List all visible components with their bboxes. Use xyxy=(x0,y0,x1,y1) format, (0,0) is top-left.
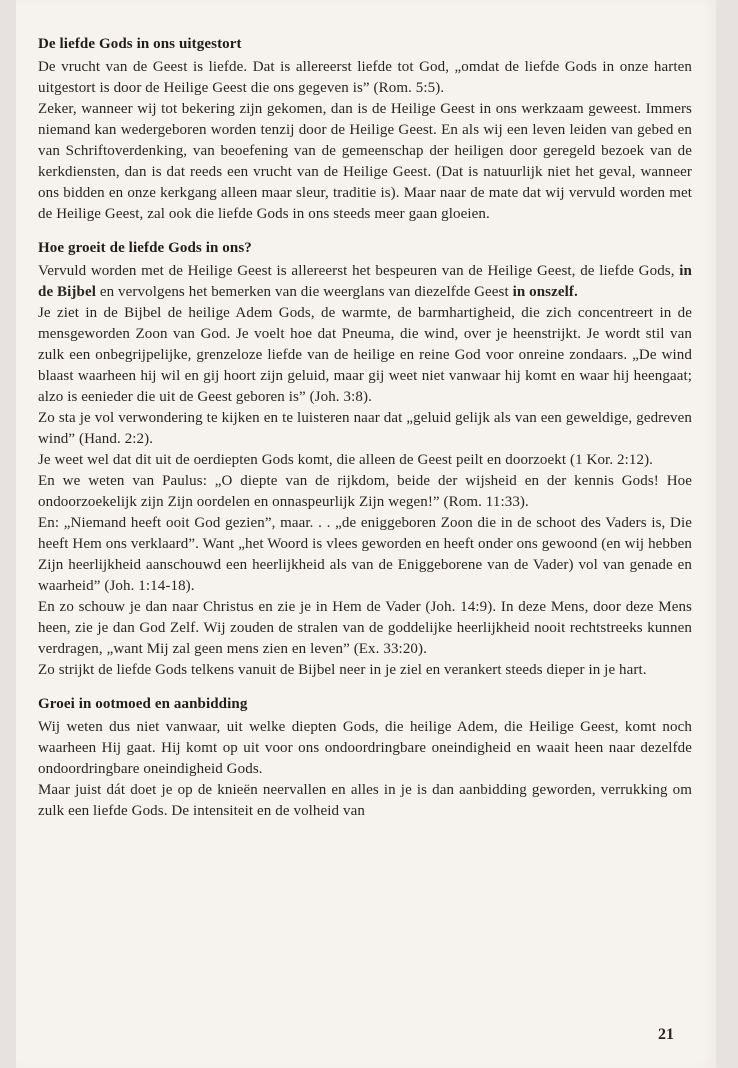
paragraph: En we weten van Paulus: „O diepte van de rijkdom, beide der wijsheid en der kennis Gods! Hoe ondoorzoekelijk zijn Zijn oordelen en onnaspeurlijk Zijn wegen!” (Rom. 11:33). xyxy=(38,473,692,510)
paragraph xyxy=(38,261,692,303)
emphasis-onszelf: in onszelf. xyxy=(512,284,578,300)
section-heading: Groei in ootmoed en aanbidding xyxy=(38,696,248,712)
page-number: 21 xyxy=(658,1026,674,1043)
section-hoe-groeit xyxy=(38,238,692,681)
paragraph: De vrucht van de Geest is liefde. Dat is allereerst liefde tot God, „omdat de liefde Gods in onze harten uitgestort is door de Heilige Geest die ons gegeven is” (Rom. 5:5). xyxy=(38,59,692,96)
paragraph: Wij weten dus niet vanwaar, uit welke diepten Gods, die heilige Adem, die Heilige Geest, komt noch waarheen Hij gaat. Hij komt op uit voor ons ondoordringbare oneindigheid en waait heen naar dezelfde ondoordringbare oneindigheid Gods. xyxy=(38,719,692,777)
emphasis-bijbel: in de Bijbel xyxy=(38,263,692,300)
paragraph: Zo strijkt de liefde Gods telkens vanuit de Bijbel neer in je ziel en verankert steeds dieper in je hart. xyxy=(38,662,647,678)
paragraph: En zo schouw je dan naar Christus en zie je in Hem de Vader (Joh. 14:9). In deze Mens, door deze Mens heen, zie je dan God Zelf. Wij zouden de stralen van de goddelijke heerlijkheid nooit rechtstreeks kunnen verdragen, „want Mij zal geen mens zien en leven” (Ex. 33:20). xyxy=(38,599,692,657)
paragraph: Zo sta je vol verwondering te kijken en te luisteren naar dat „geluid gelijk als van een geweldige, gedreven wind” (Hand. 2:2). xyxy=(38,410,692,447)
text-run: Vervuld worden met de Heilige Geest is allereerst het bespeuren van de Heilige Geest, de liefde Gods, xyxy=(38,263,680,279)
section-heading: De liefde Gods in ons uitgestort xyxy=(38,36,242,52)
page-content xyxy=(38,34,692,835)
text-run: en vervolgens het bemerken van die weerglans van diezelfde Geest xyxy=(96,284,513,300)
paragraph: En: „Niemand heeft ooit God gezien”, maar. . . „de eniggeboren Zoon die in de schoot des Vaders is, Die heeft Hem ons verklaard”. Want „het Woord is vlees geworden en heeft onder ons gewoond (en wij hebben Zijn heerlijkheid aanschouwd een heerlijkheid als van de Eniggeborene van de Vader) vol van genade en waarheid” (Joh. 1:14-18). xyxy=(38,515,692,594)
section-liefde-uitgestort xyxy=(38,34,692,225)
paragraph: Zeker, wanneer wij tot bekering zijn gekomen, dan is de Heilige Geest in ons werkzaam geweest. Immers niemand kan wedergeboren worden tenzij door de Heilige Geest. En als wij een leven leiden van gebed en van Schriftoverdenking, van beoefening van de gemeenschap der heiligen door geregeld bezoek van de kerkdiensten, dan is dat reeds een vrucht van de Heilige Geest. (Dat is natuurlijk niet het geval, wanneer ons bidden en onze kerkgang alleen maar sleur, traditie is). Maar naar de mate dat wij vervuld worden met de Heilige Geest, zal ook die liefde Gods in ons steeds meer gaan gloeien. xyxy=(38,101,692,222)
paragraph: Maar juist dát doet je op de knieën neervallen en alles in je is dan aanbidding geworden, verrukking om zulk een liefde Gods. De intensiteit en de volheid van xyxy=(38,782,692,819)
section-ootmoed xyxy=(38,694,692,822)
section-heading: Hoe groeit de liefde Gods in ons? xyxy=(38,240,252,256)
paragraph: Je weet wel dat dit uit de oerdiepten Gods komt, die alleen de Geest peilt en doorzoekt (1 Kor. 2:12). xyxy=(38,452,654,468)
book-page xyxy=(16,0,716,1068)
paragraph: Je ziet in de Bijbel de heilige Adem Gods, de warmte, de barmhartigheid, die zich concentreert in de mensgeworden Zoon van God. Je voelt hoe dat Pneuma, die wind, over je heenstrijkt. Je wordt stil van zulk een onbegrijpelijke, grenzeloze liefde van de heilige en reine God voor onreine zondaars. „De wind blaast waarheen hij wil en gij hoort zijn geluid, maar gij weet niet vanwaar hij komt en waar hij heengaat; alzo is eenieder die uit de Geest geboren is” (Joh. 3:8). xyxy=(38,305,692,405)
